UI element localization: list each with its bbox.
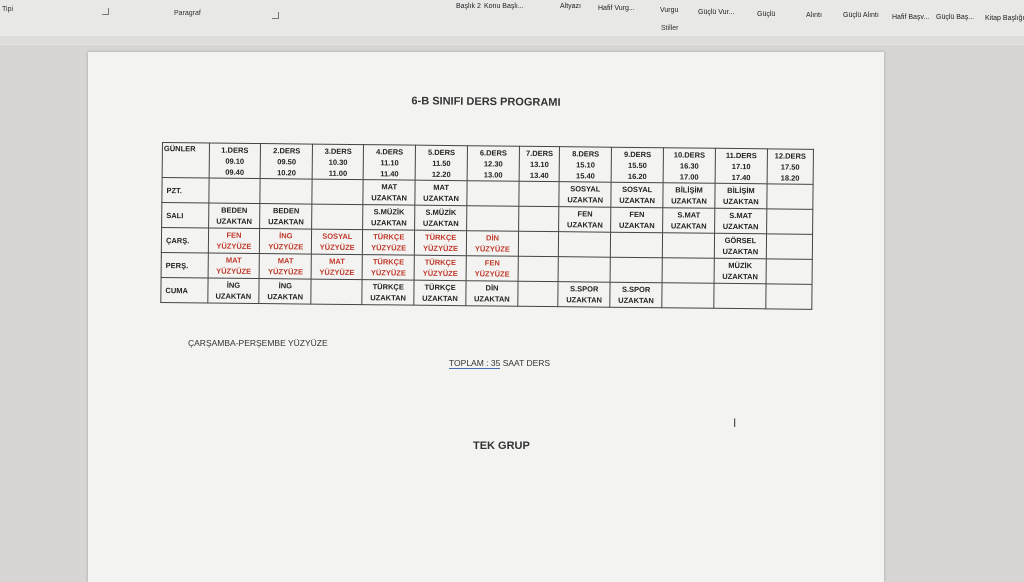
lesson-cell: [766, 284, 812, 309]
paragraph-dialog-launcher-icon[interactable]: [272, 12, 279, 19]
header-lesson-12: 12.DERS 17.50 18.20: [767, 149, 813, 184]
ribbon-left-label: Tipi: [2, 6, 14, 13]
header-lesson-8: 8.DERS 15.10 15.40: [559, 147, 611, 183]
lesson-cell: [208, 178, 260, 204]
lesson-cell: [519, 181, 560, 206]
lesson-cell: [311, 279, 362, 305]
lesson-cell: S.MÜZİK UZAKTAN: [363, 205, 415, 231]
lesson-cell: TÜRKÇE YÜZYÜZE: [414, 255, 466, 281]
day-name: CUMA: [161, 277, 208, 302]
lesson-cell: [766, 234, 812, 259]
style-7[interactable]: Güçlü: [757, 11, 776, 18]
day-name: ÇARŞ.: [161, 228, 208, 253]
style-8[interactable]: Alıntı: [806, 12, 822, 19]
lesson-cell: DİN UZAKTAN: [466, 281, 518, 307]
lesson-cell: [766, 209, 812, 234]
lesson-cell: SOSYAL UZAKTAN: [559, 182, 611, 208]
style-9[interactable]: Güçlü Alıntı: [843, 12, 879, 19]
header-lesson-5: 5.DERS 11.50 12.20: [415, 145, 467, 181]
lesson-cell: [467, 181, 519, 207]
header-lesson-4: 4.DERS 11.10 11.40: [363, 145, 415, 181]
lesson-cell: MAT YÜZYÜZE: [311, 254, 362, 280]
lesson-cell: FEN UZAKTAN: [611, 207, 663, 233]
header-lesson-3: 3.DERS 10.30 11.00: [312, 144, 363, 180]
lesson-cell: MÜZİK UZAKTAN: [714, 258, 766, 284]
font-dialog-launcher-icon[interactable]: [102, 8, 109, 15]
lesson-cell: GÖRSEL UZAKTAN: [714, 233, 766, 259]
lesson-cell: TÜRKÇE UZAKTAN: [362, 280, 414, 306]
lesson-cell: [662, 258, 714, 284]
lesson-cell: [260, 179, 312, 205]
style-1[interactable]: Başlık 2: [456, 3, 481, 10]
style-3[interactable]: Altyazı: [560, 3, 582, 10]
lesson-cell: İNG UZAKTAN: [207, 278, 259, 304]
document-page[interactable]: [88, 52, 884, 582]
lesson-cell: [312, 179, 363, 205]
lesson-cell: İNG YÜZYÜZE: [260, 229, 312, 255]
lesson-cell: MAT UZAKTAN: [415, 180, 467, 206]
lesson-cell: BEDEN UZAKTAN: [208, 203, 260, 229]
lesson-cell: [518, 281, 559, 306]
style-11[interactable]: Güçlü Baş...: [936, 14, 975, 21]
attendance-note: ÇARŞAMBA-PERŞEMBE YÜZYÜZE: [188, 338, 328, 348]
document-title: 6-B SINIFI DERS PROGRAMI: [411, 95, 561, 109]
lesson-cell: [611, 232, 663, 258]
ribbon: [0, 0, 1024, 37]
lesson-cell: [662, 283, 714, 309]
header-lesson-2: 2.DERS 09.50 10.20: [261, 144, 313, 180]
lesson-cell: İNG UZAKTAN: [259, 279, 311, 305]
lesson-cell: SOSYAL YÜZYÜZE: [312, 229, 363, 255]
lesson-cell: TÜRKÇE YÜZYÜZE: [362, 255, 414, 281]
lesson-cell: MAT UZAKTAN: [363, 180, 415, 206]
day-name: PERŞ.: [161, 252, 208, 277]
lesson-cell: MAT YÜZYÜZE: [208, 253, 260, 279]
lesson-cell: [714, 283, 766, 309]
lesson-cell: S.MAT UZAKTAN: [715, 208, 767, 234]
group-label: TEK GRUP: [473, 440, 530, 452]
header-lesson-7: 7.DERS 13.10 13.40: [519, 146, 560, 181]
total-label: TOPLAM : 35: [449, 358, 501, 368]
header-days: GÜNLER: [162, 143, 209, 178]
header-lesson-9: 9.DERS 15.50 16.20: [611, 147, 663, 183]
lesson-cell: [559, 232, 611, 258]
style-4[interactable]: Hafif Vurg...: [598, 5, 635, 12]
style-10[interactable]: Hafif Başv...: [892, 14, 930, 21]
ruler-strip: [0, 36, 1024, 47]
day-name: PZT.: [162, 178, 209, 203]
header-lesson-10: 10.DERS 16.30 17.00: [663, 148, 715, 184]
header-lesson-11: 11.DERS 17.10 17.40: [715, 148, 767, 184]
lesson-cell: [518, 231, 559, 256]
total-hours: [449, 358, 550, 368]
lesson-cell: BEDEN UZAKTAN: [260, 204, 312, 230]
day-name: SALI: [162, 203, 209, 228]
lesson-cell: MAT YÜZYÜZE: [259, 254, 311, 280]
lesson-cell: S.MAT UZAKTAN: [663, 208, 715, 234]
style-6[interactable]: Güçlü Vur...: [698, 9, 735, 16]
style-12[interactable]: Kitap Başlığı: [985, 15, 1024, 22]
lesson-cell: [766, 259, 812, 284]
lesson-cell: [610, 257, 662, 283]
style-2[interactable]: Konu Başlı...: [484, 3, 524, 10]
lesson-cell: [312, 204, 363, 230]
lesson-cell: [519, 206, 560, 231]
lesson-cell: S.MÜZİK UZAKTAN: [415, 205, 467, 231]
schedule-table: [160, 142, 814, 310]
lesson-cell: BİLİŞİM UZAKTAN: [663, 183, 715, 209]
lesson-cell: FEN YÜZYÜZE: [208, 228, 260, 254]
header-lesson-1: 1.DERS 09.10 09.40: [209, 143, 261, 179]
styles-group-label: Stiller: [661, 25, 679, 32]
text-cursor-icon: I: [733, 416, 737, 430]
lesson-cell: TÜRKÇE YÜZYÜZE: [415, 230, 467, 256]
lesson-cell: [767, 184, 813, 209]
lesson-cell: SOSYAL UZAKTAN: [611, 182, 663, 208]
header-lesson-6: 6.DERS 12.30 13.00: [467, 146, 519, 182]
lesson-cell: FEN YÜZYÜZE: [466, 256, 518, 282]
style-5[interactable]: Vurgu: [660, 7, 679, 14]
paragraph-group-label: Paragraf: [174, 10, 201, 17]
lesson-cell: S.SPOR UZAKTAN: [558, 282, 610, 308]
lesson-cell: TÜRKÇE UZAKTAN: [414, 280, 466, 306]
lesson-cell: [558, 257, 610, 283]
lesson-cell: [518, 256, 559, 281]
lesson-cell: S.SPOR UZAKTAN: [610, 282, 662, 308]
total-suffix: SAAT DERS: [500, 358, 551, 368]
lesson-cell: TÜRKÇE YÜZYÜZE: [363, 230, 415, 256]
lesson-cell: [662, 233, 714, 259]
lesson-cell: FEN UZAKTAN: [559, 207, 611, 233]
lesson-cell: DİN YÜZYÜZE: [466, 231, 518, 257]
lesson-cell: [467, 206, 519, 232]
lesson-cell: BİLİŞİM UZAKTAN: [715, 183, 767, 209]
